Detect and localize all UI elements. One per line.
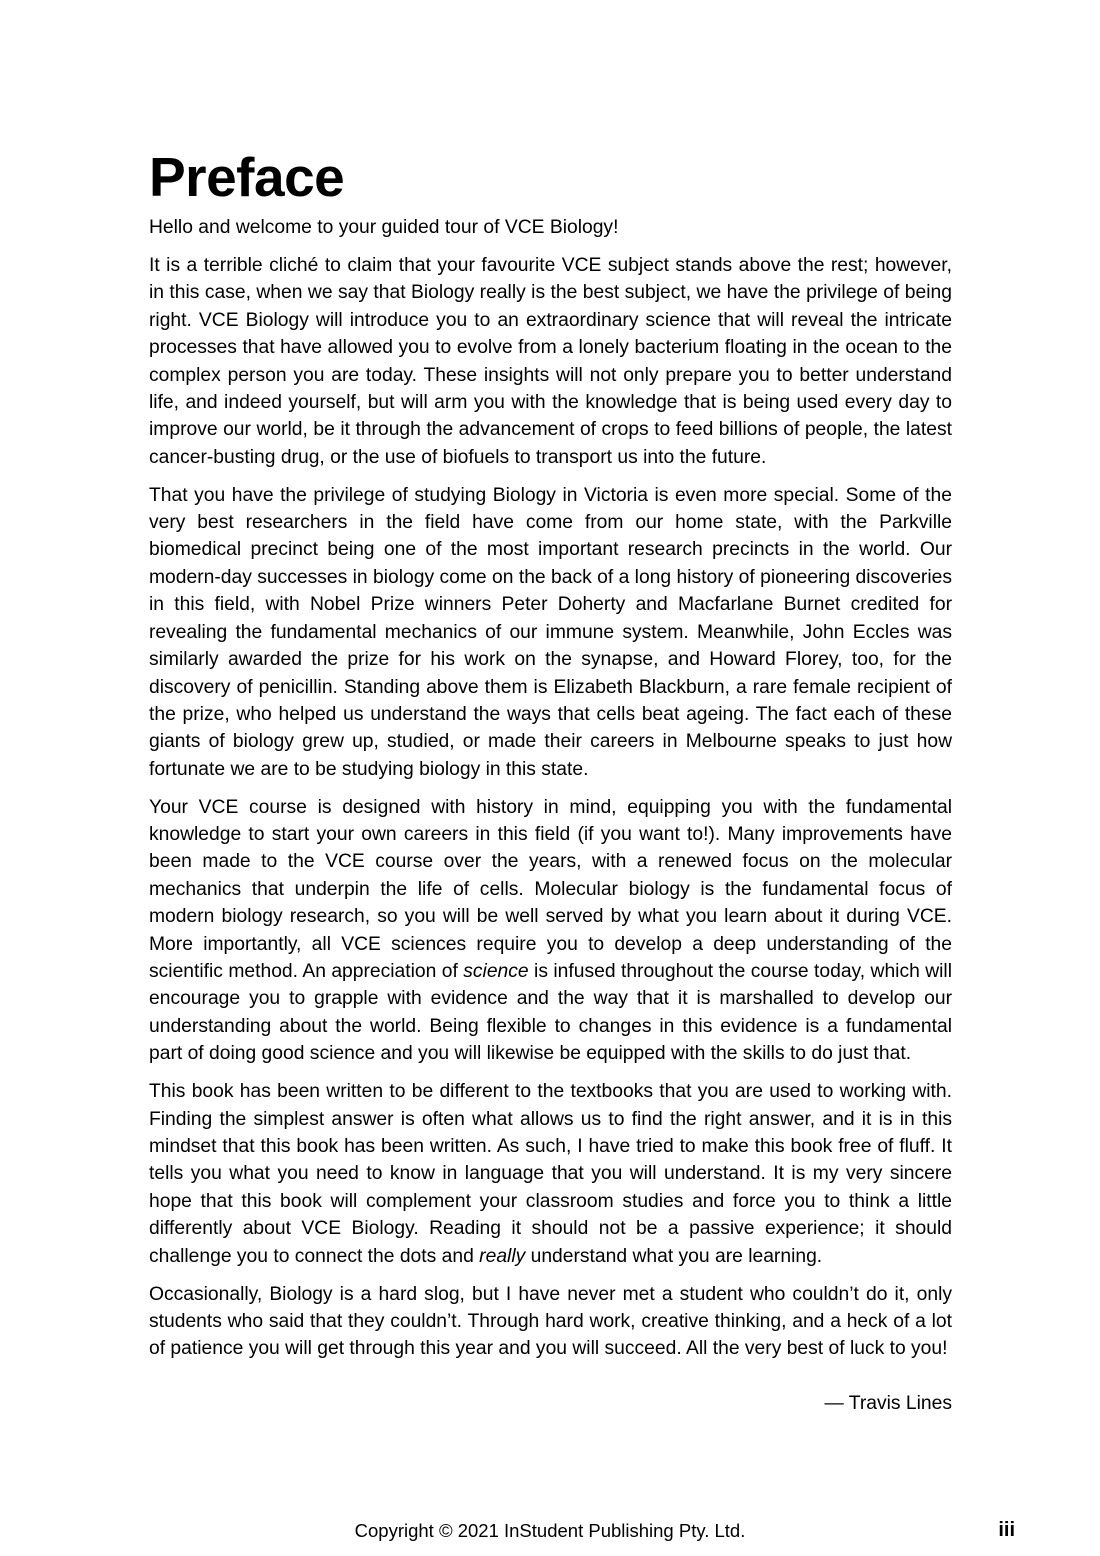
copyright-notice: Copyright © 2021 InStudent Publishing Pty. Ltd.: [354, 1520, 746, 1541]
preface-body: [149, 214, 952, 1363]
paragraph: That you have the privilege of studying Biology in Victoria is even more special. Some of the very best researchers in the field have come from our home state, with the Parkville biomedical precinct being one of the most important research precincts in the world. Our modern-day successes in biology come on the back of a long history of pioneering discoveries in this field, with Nobel Prize winners Peter Doherty and Macfarlane Burnet credited for revealing the fundamental mechanics of our immune system. Meanwhile, John Eccles was similarly awarded the prize for his work on the synapse, and Howard Florey, too, for the discovery of penicillin. Standing above them is Elizabeth Blackburn, a rare female recipient of the prize, who helped us understand the ways that cells beat ageing. The fact each of these giants of biology grew up, studied, or made their careers in Melbourne speaks to just how fortunate we are to be studying biology in this state.: [149, 484, 952, 780]
paragraph: Your VCE course is designed with history in mind, equipping you with the fundamental knowledge to start your own careers in this field (if you want to!). Many improvements have been made to the VCE course over the years, with a renewed focus on the molecular mechanics that underpin the life of cells. Molecular biology is the fundamental focus of modern biology research, so you will be well served by what you learn about it during VCE. More importantly, all VCE sciences require you to develop a deep understanding of the scientific method. An appreciation of science is infused throughout the course today, which will encourage you to grapple with evidence and the way that it is marshalled to develop our understanding about the world. Being flexible to changes in this evidence is a fundamental part of doing good science and you will likewise be equipped with the skills to do just that.: [149, 796, 952, 1065]
paragraph: Occasionally, Biology is a hard slog, but I have never met a student who couldn’t do it, only students who said that they couldn’t. Through hard work, creative thinking, and a heck of a lot of patience you will get through this year and you will succeed. All the very best of luck to you!: [149, 1283, 952, 1360]
page-number: iii: [998, 1519, 1015, 1541]
preface-section: [149, 146, 952, 1417]
paragraph: This book has been written to be different to the textbooks that you are used to working with. Finding the simplest answer is often what allows us to find the right answer, and it is in this mindset that this book has been written. As such, I have tried to make this book free of fluff. It tells you what you need to know in language that you will understand. It is my very sincere hope that this book will complement your classroom studies and force you to think a little differently about VCE Biology. Reading it should not be a passive experience; it should challenge you to connect the dots and really understand what you are learning.: [149, 1081, 952, 1267]
page-title: Preface: [149, 146, 345, 208]
paragraph: It is a terrible cliché to claim that your favourite VCE subject stands above the rest; however, in this case, when we say that Biology really is the best subject, we have the privilege of being right. VCE Biology will introduce you to an extraordinary science that will reveal the intricate processes that have allowed you to evolve from a lonely bacterium floating in the ocean to the complex person you are today. These insights will not only prepare you to better understand life, and indeed yourself, but will arm you with the knowledge that is being used every day to improve our world, be it through the advancement of crops to feed billions of people, the latest cancer-busting drug, or the use of biofuels to transport us into the future.: [149, 254, 952, 468]
author-signature: — Travis Lines: [824, 1392, 952, 1414]
paragraph: Hello and welcome to your guided tour of VCE Biology!: [149, 217, 619, 238]
